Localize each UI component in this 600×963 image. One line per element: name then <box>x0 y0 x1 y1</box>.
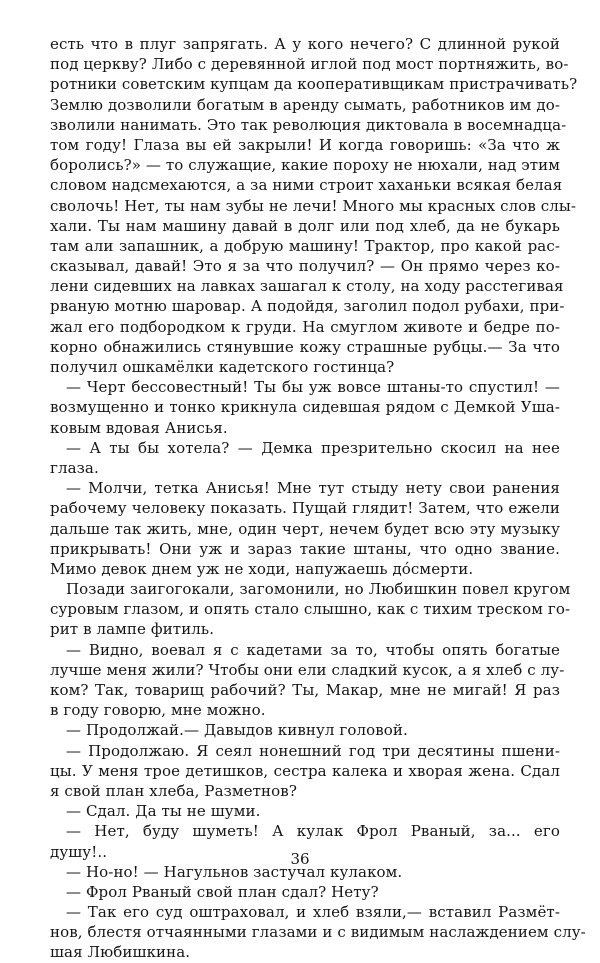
text-line: нов, блестя отчаянными глазами и с видимым наслаждением слу- <box>50 923 586 942</box>
text-line: — Но-но! — Нагульнов застучал кулаком. <box>66 862 403 881</box>
text-line: Землю дозволили богатым в аренду сымать, работников им до- <box>50 95 560 114</box>
text-line: — Нет, буду шуметь! А кулак Фрол Рваный, за... его <box>66 822 560 841</box>
text-line: зволили нанимать. Это так революция диктовала в восемнадца- <box>50 115 567 134</box>
text-line: ковым вдовая Анисья. <box>50 418 228 437</box>
text-line: дальше так жить, мне, один черт, нечем будет всю эту музыку <box>50 519 560 538</box>
text-line: возмущенно и тонко крикнула сидевшая рядом с Демкой Уша- <box>50 398 560 417</box>
text-line: рит в лампе фитиль. <box>50 620 215 639</box>
text-line: — Сдал. Да ты не шуми. <box>66 802 261 821</box>
text-line: сказывал, давай! Это я за что получил? — Он прямо через ко- <box>50 257 560 276</box>
text-line: там али запашник, а добрую машину! Трактор, про какой рас- <box>50 236 560 255</box>
text-line: — Так его суд оштраховал, и хлеб взяли,— вставил Размёт- <box>66 903 560 922</box>
text-line: хали. Ты нам машину давай в долг или под хлеб, да не букарь <box>50 216 560 235</box>
text-line: лучше меня жили? Чтобы они ели сладкий кусок, а я хлеб с лу- <box>50 660 565 679</box>
text-line: шая Любишкина. <box>50 943 191 962</box>
page-number: 36 <box>290 850 310 868</box>
text-line: — Продолжай.— Давыдов кивнул головой. <box>66 721 408 740</box>
text-line: словом надсмехаются, а за ними строит хаханьки всякая белая <box>50 176 563 195</box>
text-line: глаза. <box>50 458 99 477</box>
text-line: ком? Так, товарищ рабочий? Ты, Макар, мне не мигай! Я раз <box>50 681 560 699</box>
text-line: лени сидевших на лавках зашагал к столу, на ходу расстегивая <box>50 277 564 296</box>
text-line: получил ошкамёлки кадетского гостинца? <box>50 358 395 376</box>
text-line: я свой план хлеба, Разметнов? <box>50 781 297 800</box>
text-line: жал его подбородком к груди. На смуглом животе и бедре по- <box>50 317 560 336</box>
text-line: — Фрол Рваный свой план сдал? Нету? <box>66 882 379 901</box>
text-line: суровым глазом, и опять стало слышно, как с тихим треском го- <box>50 600 571 619</box>
text-line: ротники советским купцам да кооперативщикам пристрачивать? <box>50 75 578 94</box>
text-line: — Видно, воевал я с кадетами за то, чтобы опять богатые <box>66 640 560 659</box>
text-line: — Продолжаю. Я сеял нонешний год три десятины пшени- <box>66 741 560 760</box>
text-line: прикрывать! Они уж и зараз такие штаны, что одно звание. <box>50 539 560 558</box>
text-line: — Молчи, тетка Анисья! Мне тут стыду нету свои ранения <box>66 479 560 498</box>
text-line: в году говорю, мне можно. <box>50 701 266 720</box>
text-line: цы. У меня трое детишков, сестра калека и хворая жена. Сдал <box>50 761 560 780</box>
text-line: рваную мотню шаровар. А подойдя, заголил подол рубахи, при- <box>50 297 565 316</box>
text-line: рабочему человеку показать. Пущай глядит! Затем, что ежели <box>50 499 560 518</box>
text-line: есть что в плуг запрягать. А у кого нечего? С длинной рукой <box>50 35 560 53</box>
text-line: боролись?» — то служащие, какие пороху не нюхали, над этим <box>50 156 560 175</box>
text-line: — Черт бессовестный! Ты бы уж вовсе штаны-то спустил! — <box>66 378 560 397</box>
page-text <box>50 34 586 963</box>
text-line: сволочь! Нет, ты нам зубы не лечи! Много мы красных слов слы- <box>50 196 577 215</box>
text-line: том году! Глаза вы ей закрыли! И когда говоришь: «За что ж <box>50 135 560 154</box>
text-line: — А ты бы хотела? — Демка презрительно скосил на нее <box>66 438 560 457</box>
text-line: под церкву? Либо с деревянной иглой под мост портняжить, во- <box>50 55 569 74</box>
text-line: душу!.. <box>50 842 108 861</box>
text-line: корно обнажились стянувшие кожу страшные рубцы.— За что <box>50 337 560 356</box>
text-line: Мимо девок днем уж не ходи, напужаешь дóсмерти. <box>50 559 474 578</box>
text-line: Позади заигогокали, загомонили, но Любишкин повел кругом <box>66 580 571 599</box>
